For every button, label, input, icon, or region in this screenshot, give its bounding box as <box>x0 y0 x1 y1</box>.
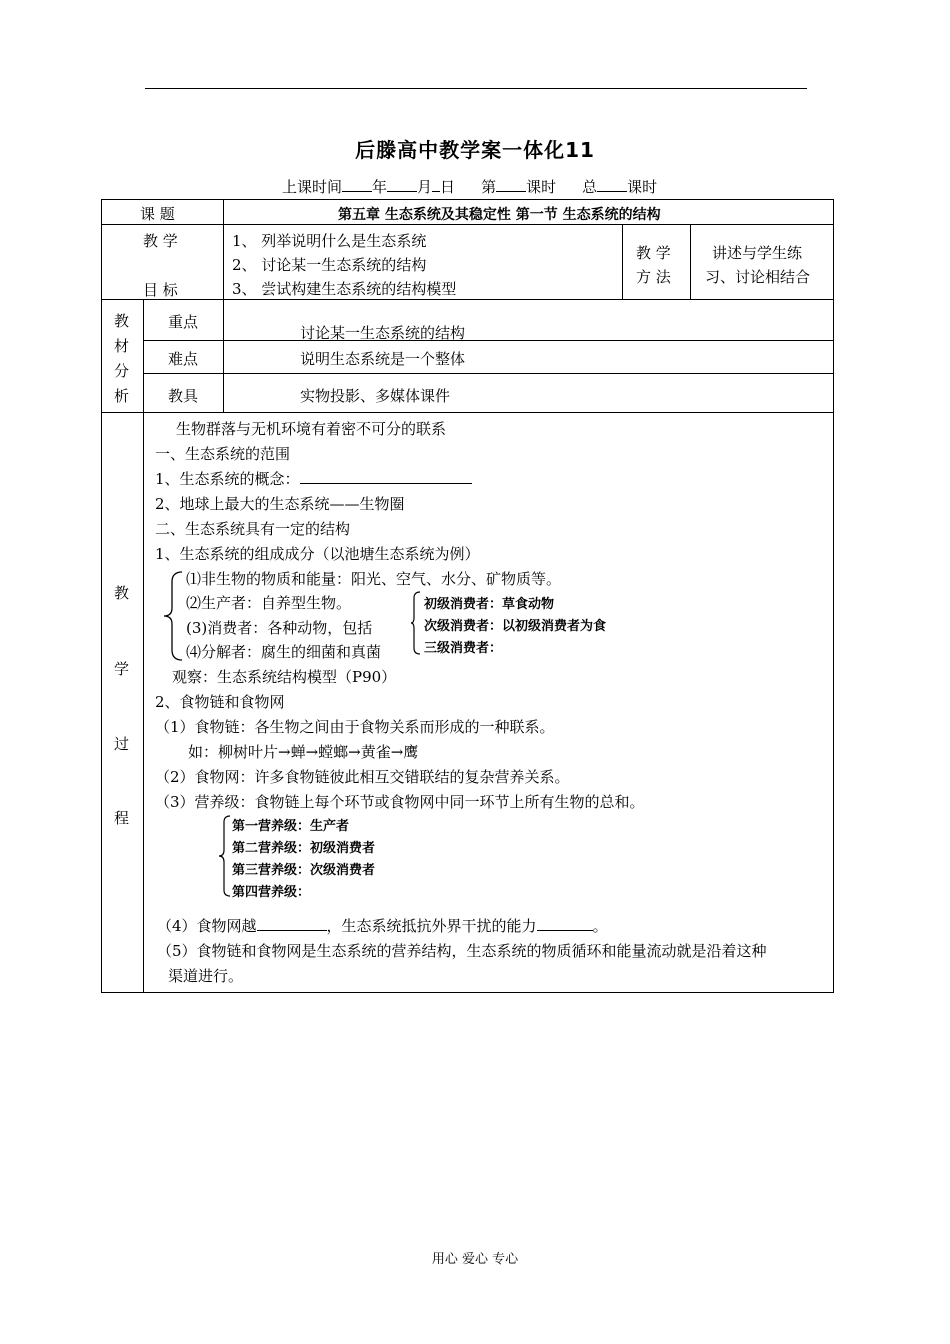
class-time-line: 上课时间 年 月 日 第 课时 总 课时 <box>282 178 658 196</box>
difficulty-label: 难点 <box>168 350 199 368</box>
process-label: 程 <box>114 809 130 827</box>
answer-blank <box>257 915 327 931</box>
goal-item: 2、 讨论某一生态系统的结构 <box>232 256 427 274</box>
blank <box>597 177 627 192</box>
component-item: (3)消费者：各种动物，包括 <box>186 619 373 637</box>
analysis-label: 析 <box>114 387 130 405</box>
difficulty-value: 说明生态系统是一个整体 <box>300 350 466 368</box>
topic-value: 第五章 生态系统及其稳定性 第一节 生态系统的结构 <box>338 207 661 223</box>
biosphere-line: 2、地球上最大的生态系统——生物圈 <box>155 495 405 513</box>
food-chain-def: （1）食物链：各生物之间由于食物关系而形成的一种联系。 <box>155 718 555 736</box>
trophic-level: 第四营养级： <box>232 885 311 900</box>
goals-label-top: 教 学 <box>143 232 178 250</box>
key-point-value: 讨论某一生态系统的结构 <box>300 324 466 342</box>
analysis-label: 教 <box>114 312 130 330</box>
subsection-heading: 2、食物链和食物网 <box>155 693 285 711</box>
analysis-label: 分 <box>114 362 130 380</box>
consumer-level: 初级消费者：草食动物 <box>424 597 555 612</box>
method-value: 习、讨论相结合 <box>705 268 811 286</box>
aids-label: 教具 <box>168 387 199 405</box>
topic-label: 课 题 <box>140 205 175 223</box>
blank <box>432 177 440 192</box>
components-heading: 1、生态系统的组成成分（以池塘生态系统为例） <box>155 545 480 563</box>
concept-line: 1、生态系统的概念： <box>155 468 472 489</box>
observe-line: 观察：生态系统结构模型（P90） <box>172 668 397 686</box>
answer-blank <box>537 915 593 931</box>
goal-item: 1、 列举说明什么是生态系统 <box>232 232 427 250</box>
answer-blank <box>300 468 472 484</box>
component-item: ⑷分解者：腐生的细菌和真菌 <box>186 643 382 661</box>
section-heading: 一、生态系统的范围 <box>155 445 291 463</box>
page-title: 后滕高中教学案一体化11 <box>355 138 595 162</box>
component-item: ⑴非生物的物质和能量：阳光、空气、水分、矿物质等。 <box>186 570 562 588</box>
key-point-label: 重点 <box>168 313 199 331</box>
method-value: 讲述与学生练 <box>712 244 803 262</box>
process-intro: 生物群落与无机环境有着密不可分的联系 <box>176 420 447 438</box>
food-web-question: （4）食物网越 ，生态系统抵抗外界干扰的能力 。 <box>157 917 608 935</box>
nutrition-structure-line: 渠道进行。 <box>168 967 244 985</box>
trophic-level: 第三营养级：次级消费者 <box>232 863 376 878</box>
analysis-label: 材 <box>114 337 130 355</box>
consumers-brace <box>410 590 422 656</box>
process-label: 过 <box>114 735 130 753</box>
food-chain-example: 如：柳树叶片→蝉→螳螂→黄雀→鹰 <box>188 743 419 761</box>
trophic-def: （3）营养级：食物链上每个环节或食物网中同一环节上所有生物的总和。 <box>155 793 645 811</box>
consumer-level: 三级消费者： <box>424 641 503 656</box>
blank <box>387 177 417 192</box>
nutrition-structure-line: （5）食物链和食物网是生态系统的营养结构，生态系统的物质循环和能量流动就是沿着这种 <box>157 942 767 960</box>
goals-label-bottom: 目 标 <box>143 281 178 299</box>
blank <box>342 177 372 192</box>
goal-item: 3、 尝试构建生态系统的结构模型 <box>232 280 457 298</box>
method-label-top: 教 学 <box>636 244 671 262</box>
aids-value: 实物投影、多媒体课件 <box>300 387 451 405</box>
header-rule <box>145 88 807 89</box>
trophic-level: 第二营养级：初级消费者 <box>232 841 376 856</box>
method-label-bottom: 方 法 <box>636 268 671 286</box>
consumer-level: 次级消费者：以初级消费者为食 <box>424 619 607 634</box>
process-label: 教 <box>114 584 130 602</box>
page-footer: 用心 爱心 专心 <box>431 1252 519 1267</box>
components-brace <box>162 570 184 662</box>
blank <box>496 177 526 192</box>
component-item: ⑵生产者：自养型生物。 <box>186 594 352 612</box>
process-label: 学 <box>114 660 130 678</box>
section-heading: 二、生态系统具有一定的结构 <box>155 520 351 538</box>
food-web-def: （2）食物网：许多食物链彼此相互交错联结的复杂营养关系。 <box>155 768 570 786</box>
trophic-brace <box>218 814 232 898</box>
trophic-level: 第一营养级：生产者 <box>232 819 350 834</box>
